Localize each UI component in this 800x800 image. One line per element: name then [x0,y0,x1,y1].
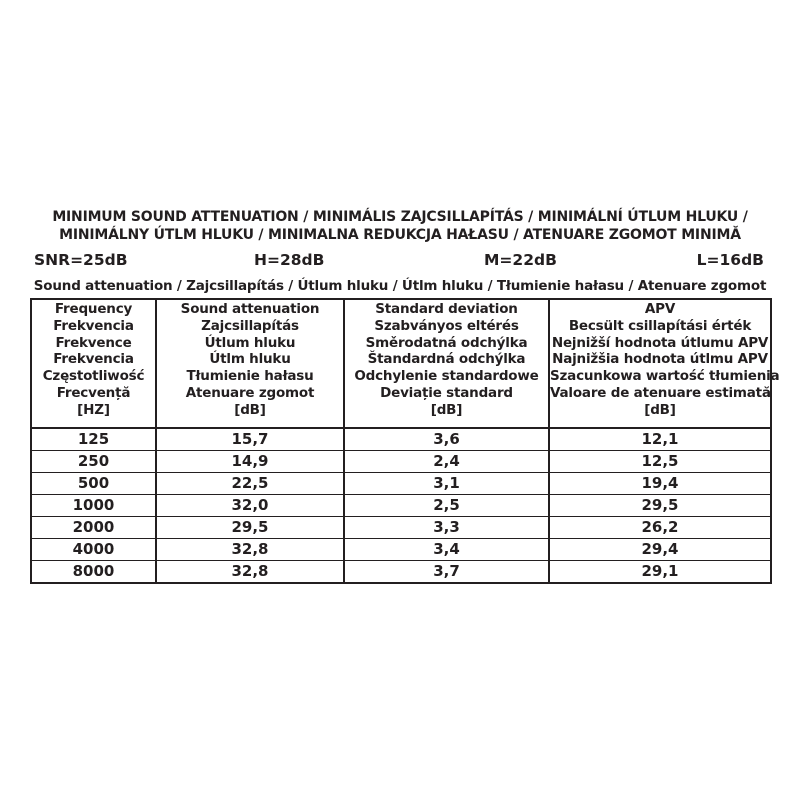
apv-cell: 12,5 [549,450,771,472]
header-line: Valoare de atenuare estimată [550,384,771,401]
header-line: Szacunkowa wartość tłumienia [550,368,780,385]
header-line: Tłumienie hałasu [186,368,314,385]
deviation-cell: 3,3 [344,516,549,538]
attenuation-cell: 32,0 [156,494,344,516]
deviation-cell: 3,6 [344,428,549,451]
attenuation-cell: 15,7 [156,428,344,451]
h-rating: H=28dB [254,251,325,269]
frequency-cell: 4000 [31,538,156,560]
table-row [31,472,771,494]
header-line: Frekvencia [53,317,134,334]
frequency-cell: 1000 [31,494,156,516]
header-line: Atenuare zgomot [185,384,315,401]
apv-cell: 12,1 [549,428,771,451]
table-row [31,450,771,472]
header-line: APV [644,301,676,317]
title-line-2: MINIMÁLNY ÚTLM HLUKU / MINIMALNA REDUKCJA HAŁASU / ATENUARE ZGOMOT MINIMĂ [59,227,741,243]
table-subtitle: Sound attenuation / Zajcsillapítás / Útlum hluku / Útlm hluku / Tłumienie hałasu / Atenuare zgomot [33,278,767,294]
frequency-cell: 250 [31,450,156,472]
table-row [31,560,771,583]
header-apv [549,299,780,428]
header-line: Sound attenuation [180,301,320,317]
header-line: Útlum hluku [204,334,296,351]
apv-cell: 29,1 [549,560,771,583]
ratings-row [30,248,770,272]
attenuation-cell: 22,5 [156,472,344,494]
header-line: Zajcsillapítás [201,317,299,334]
frequency-cell: 125 [31,428,156,451]
header-line: Odchylenie standardowe [354,368,539,385]
header-line: Frecvență [56,384,131,401]
table-header-row [31,299,771,428]
attenuation-document [30,208,780,584]
header-line: Frequency [54,301,133,317]
header-line: [HZ] [77,401,110,418]
deviation-cell: 3,4 [344,538,549,560]
apv-cell: 29,4 [549,538,771,560]
m-rating: M=22dB [484,251,557,269]
header-line: Szabványos eltérés [374,317,519,334]
deviation-cell: 3,1 [344,472,549,494]
attenuation-cell: 32,8 [156,538,344,560]
header-line: [dB] [234,401,266,418]
table-row [31,494,771,516]
header-line: Směrodatná odchýlka [365,334,528,351]
header-line: Becsült csillapítási érték [568,317,752,334]
frequency-cell: 8000 [31,560,156,583]
attenuation-table [30,298,780,584]
header-line: Deviație standard [380,384,513,401]
header-line: [dB] [430,401,463,418]
table-row [31,516,771,538]
frequency-cell: 500 [31,472,156,494]
header-line: Frekvencia [53,351,134,368]
header-line: Standard deviation [375,301,518,317]
title-line-1: MINIMUM SOUND ATTENUATION / MINIMÁLIS ZAJCSILLAPÍTÁS / MINIMÁLNÍ ÚTLUM HLUKU / [52,209,748,225]
deviation-cell: 2,4 [344,450,549,472]
table-row [31,428,771,451]
header-line: Útlm hluku [209,351,291,368]
attenuation-cell: 32,8 [156,560,344,583]
header-standard-deviation [344,299,549,428]
header-line: Najnižšia hodnota útlmu APV [552,351,768,368]
apv-cell: 19,4 [549,472,771,494]
header-frequency [31,299,156,428]
attenuation-cell: 14,9 [156,450,344,472]
header-line: [dB] [644,401,676,418]
table-row [31,538,771,560]
header-sound-attenuation [156,299,344,428]
deviation-cell: 3,7 [344,560,549,583]
snr-rating: SNR=25dB [34,251,128,269]
apv-cell: 29,5 [549,494,771,516]
attenuation-cell: 29,5 [156,516,344,538]
document-title [30,208,770,244]
header-line: Nejnižší hodnota útlumu APV [551,334,769,351]
frequency-cell: 2000 [31,516,156,538]
deviation-cell: 2,5 [344,494,549,516]
apv-cell: 26,2 [549,516,771,538]
header-line: Częstotliwość [42,368,145,385]
l-rating: L=16dB [696,251,764,269]
header-line: Frekvence [55,334,132,351]
header-line: Štandardná odchýlka [367,351,526,368]
